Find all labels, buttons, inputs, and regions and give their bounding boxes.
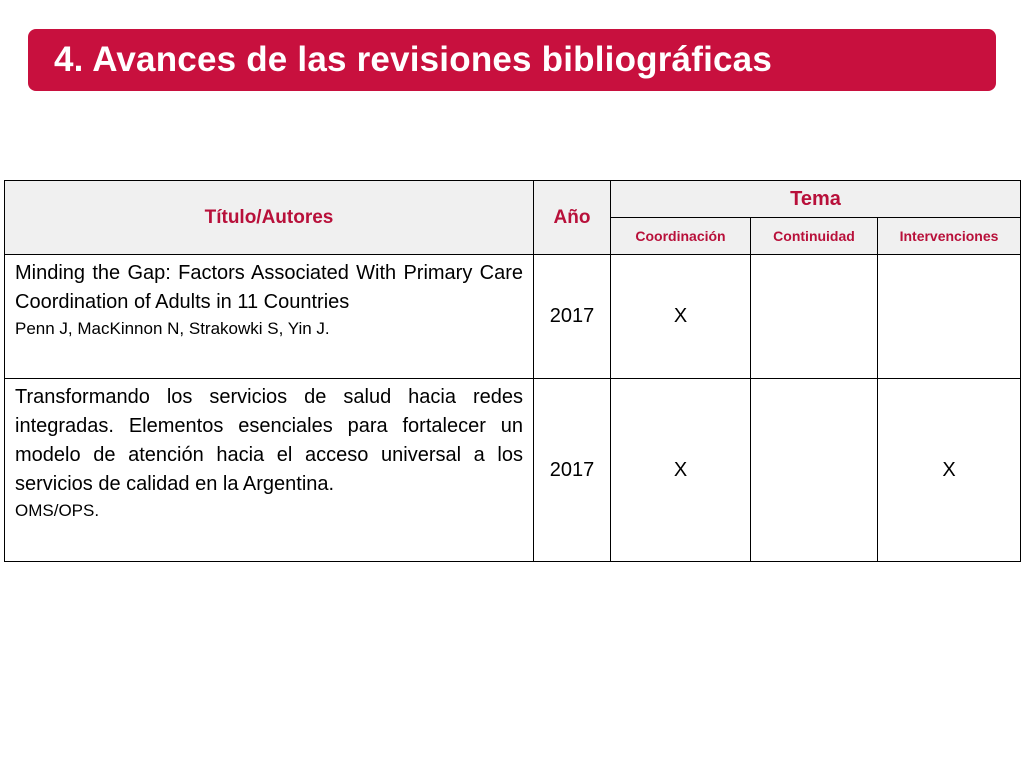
header-topic: Tema [611, 181, 1021, 218]
table-row [5, 379, 1021, 562]
mark-intervenciones [878, 255, 1021, 379]
mark-continuidad [751, 379, 878, 562]
article-year: 2017 [534, 379, 611, 562]
header-topic-continuidad: Continuidad [751, 218, 878, 255]
mark-intervenciones: X [878, 379, 1021, 562]
slide-title: 4. Avances de las revisiones bibliográficas [54, 40, 772, 79]
bibliography-table [4, 180, 1021, 562]
header-topic-coordinacion: Coordinación [611, 218, 751, 255]
article-authors: Penn J, MacKinnon N, Strakowki S, Yin J. [15, 319, 330, 338]
article-year: 2017 [534, 255, 611, 379]
header-year: Año [534, 181, 611, 255]
table-row [5, 255, 1021, 379]
article-title: Minding the Gap: Factors Associated With Primary Care Coordination of Adults in 11 Countries [15, 262, 523, 313]
header-topic-intervenciones: Intervenciones [878, 218, 1021, 255]
mark-coordinacion: X [611, 379, 751, 562]
row-title-cell [5, 379, 534, 562]
title-bar [28, 29, 996, 91]
row-title-cell [5, 255, 534, 379]
article-authors: OMS/OPS. [15, 501, 100, 520]
mark-coordinacion: X [611, 255, 751, 379]
header-title-authors: Título/Autores [5, 181, 534, 255]
table-header-row [5, 181, 1021, 218]
mark-continuidad [751, 255, 878, 379]
article-title: Transformando los servicios de salud hacia redes integradas. Elementos esenciales para fortalecer un modelo de atención hacia el acceso universal a los servicios de calidad en la Argentina. [15, 386, 523, 495]
